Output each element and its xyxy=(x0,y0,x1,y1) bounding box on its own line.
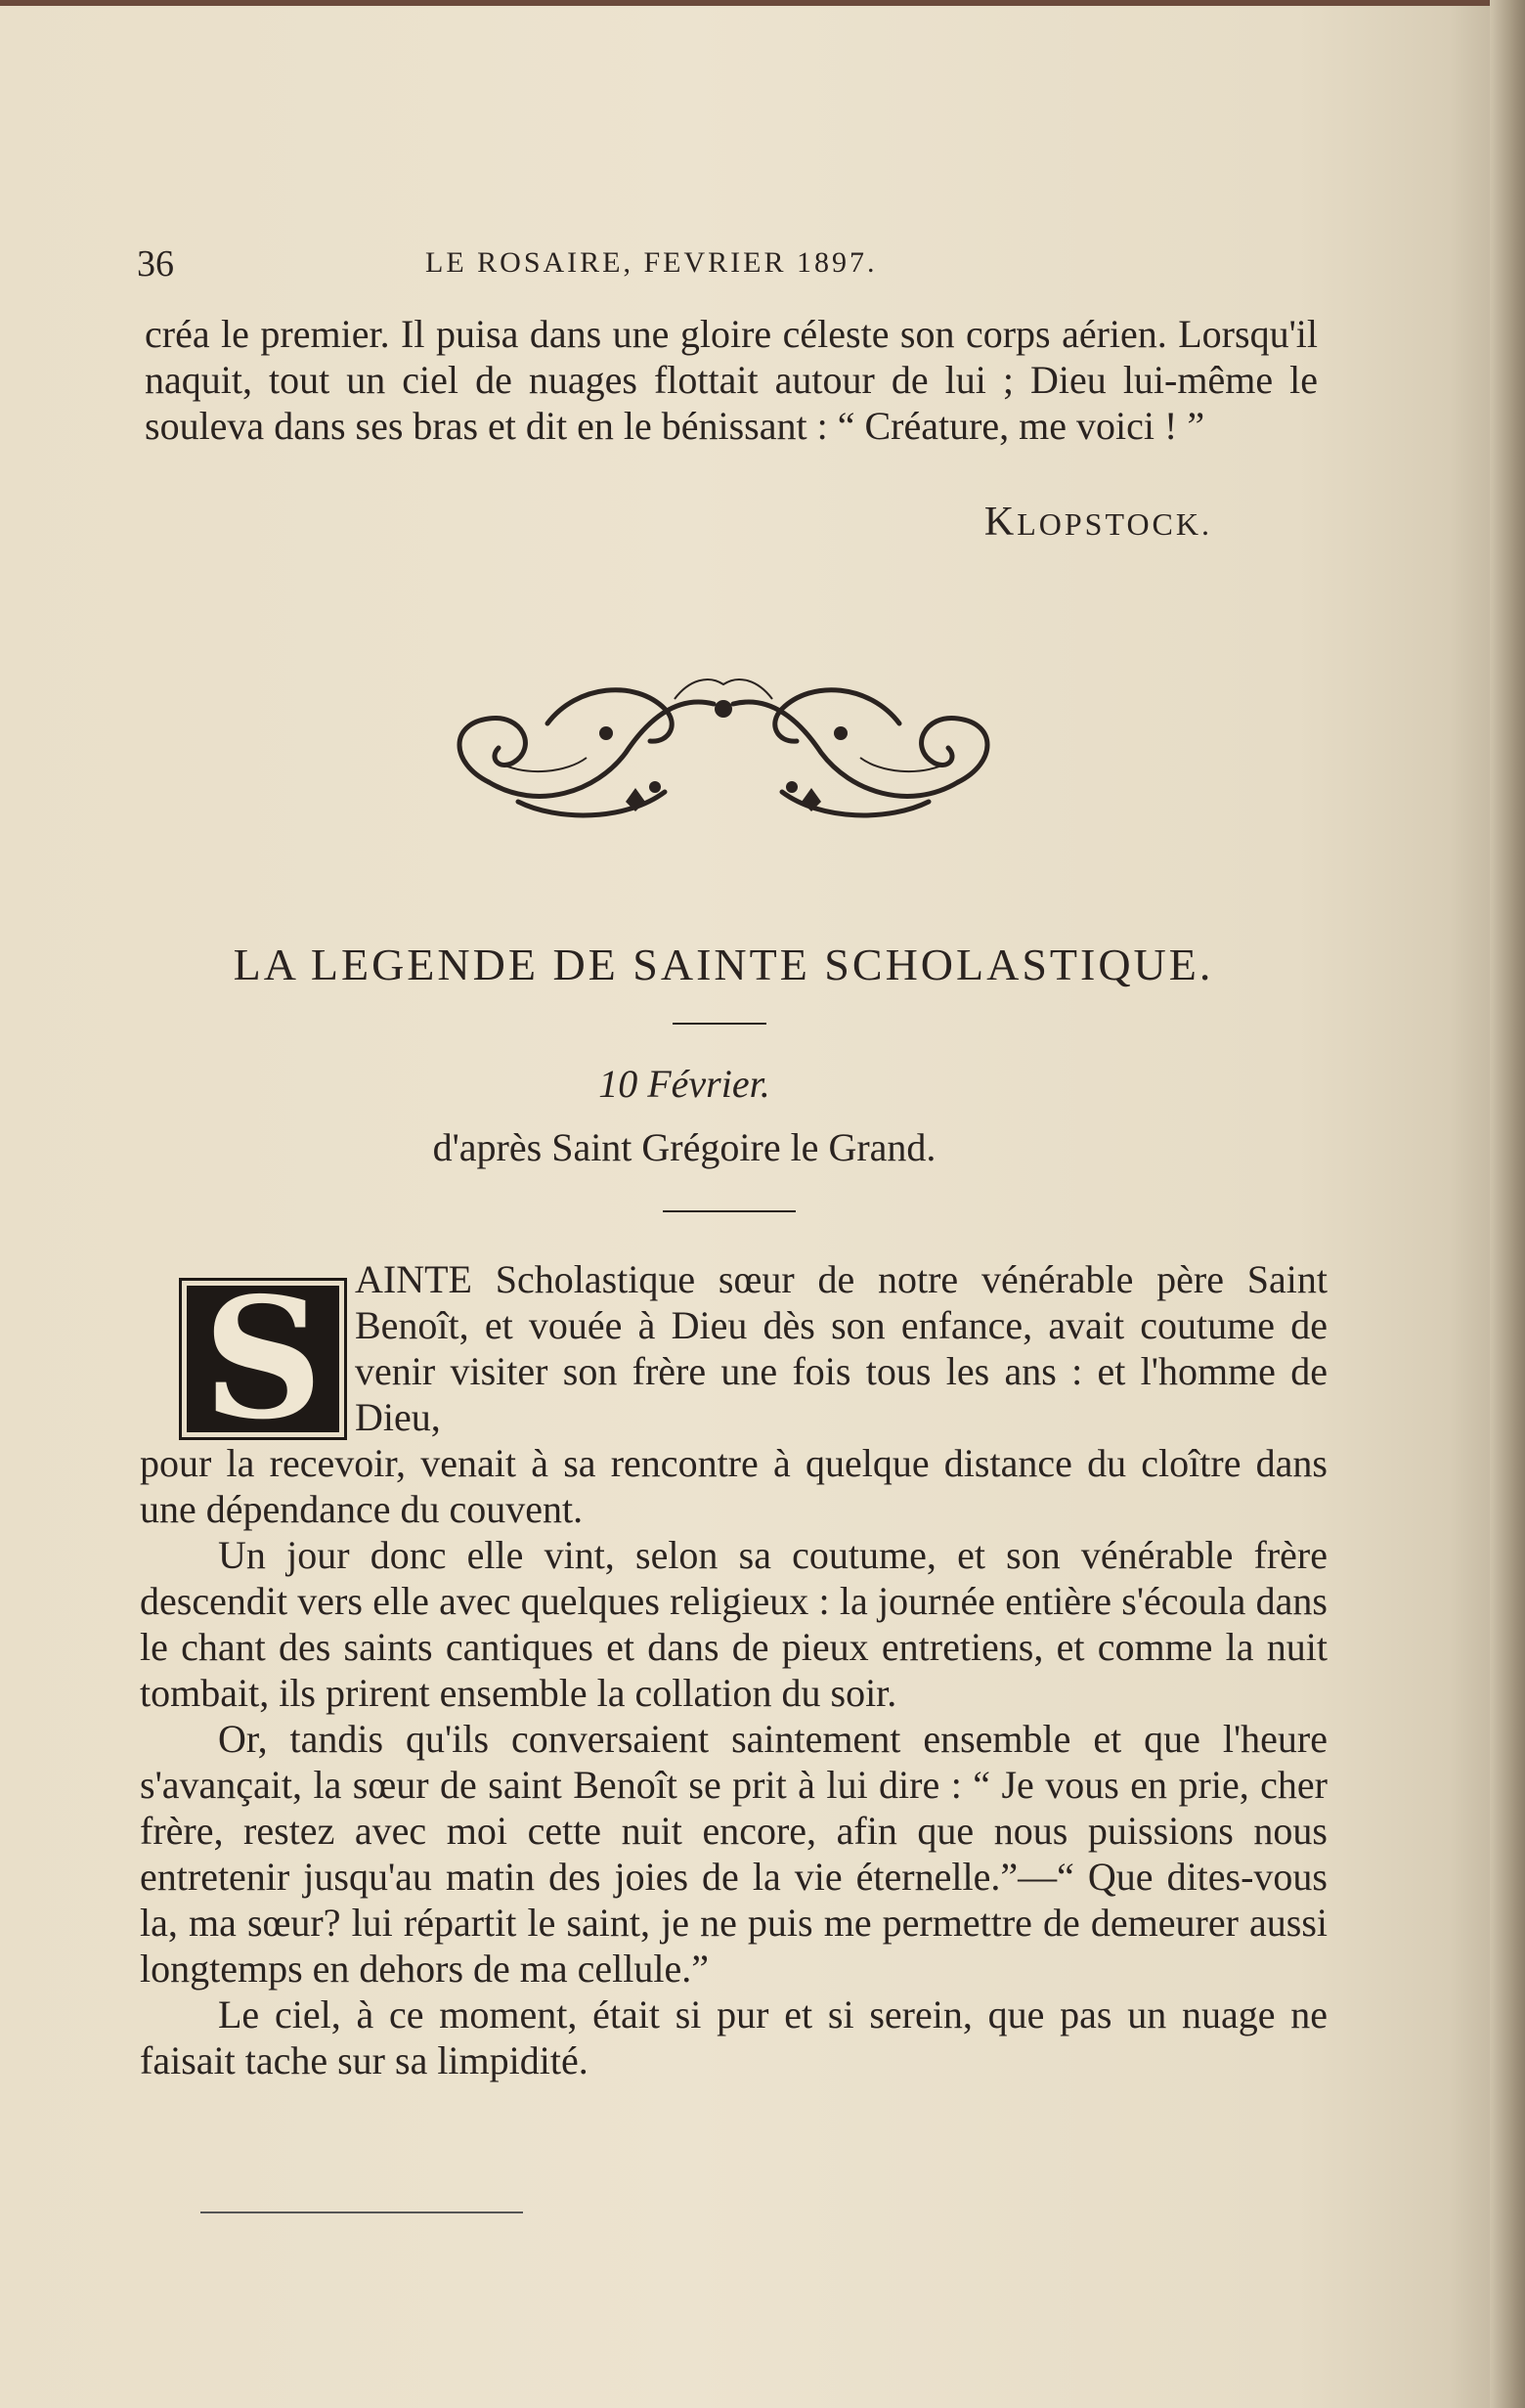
floral-scroll-ornament-icon xyxy=(430,665,1017,836)
paragraph-3: Or, tandis qu'ils conversaient saintement ensemble et que l'heure s'avançait, la sœur de saint Benoît se prit à lui dire : “ Je vous en prie, cher frère, restez avec moi cette nuit encore, afin que nous puissions nous entretenir jusqu'au matin des joies de la vie éternelle.”—“ Que dites-vous la, ma sœur? lui répartit le saint, je ne puis me permettre de demeurer aussi longtemps en dehors de ma cellule.” xyxy=(140,1717,1328,1991)
book-spine-shadow xyxy=(1490,0,1525,2408)
drop-cap: S xyxy=(179,1278,347,1440)
page-number: 36 xyxy=(137,243,174,285)
running-header xyxy=(137,235,1310,293)
paragraph-1-opening: AINTE Scholastique sœur de notre vénérable père Saint Benoît, et vouée à Dieu dès son enfance, avait coutume de venir visiter son frère une fois tous les ans : et l'homme de Dieu, xyxy=(355,1257,1328,1439)
paragraph-4: Le ciel, à ce moment, était si pur et si serein, que pas un nuage ne faisait tache sur sa limpidité. xyxy=(140,1992,1328,2082)
intro-text: créa le premier. Il puisa dans une gloire céleste son corps aérien. Lorsqu'il naquit, tout un ciel de nuages flottait autour de lui ; Dieu lui-même le souleva dans ses bras et dit en le bénissant : “ Créature, me voici ! ” xyxy=(145,312,1318,448)
page-top-edge xyxy=(0,0,1525,6)
source-attribution: d'après Saint Grégoire le Grand. xyxy=(432,1125,937,1169)
intro-signature: KLOPSTOCK. xyxy=(983,500,1212,545)
title-divider xyxy=(673,1023,766,1025)
source-divider xyxy=(663,1210,796,1212)
page-bottom-rule xyxy=(200,2211,523,2213)
feast-date: 10 Février. xyxy=(598,1062,770,1106)
article-body xyxy=(140,1256,1328,2083)
running-title: LE ROSAIRE, FEVRIER 1897. xyxy=(425,246,878,279)
intro-passage xyxy=(145,311,1318,449)
article-title: LA LEGENDE DE SAINTE SCHOLASTIQUE. xyxy=(233,940,1214,989)
paragraph-2: Un jour donc elle vint, selon sa coutume, et son vénérable frère descendit vers elle avec quelques religieux : la journée entière s'écoula dans le chant des saints cantiques et dans de pieux entretiens, et comme la nuit tombait, ils prirent ensemble la collation du soir. xyxy=(140,1533,1328,1715)
paragraph-1-continuation: pour la recevoir, venait à sa rencontre à quelque distance du cloître dans une dépendance du couvent. xyxy=(140,1441,1328,1531)
